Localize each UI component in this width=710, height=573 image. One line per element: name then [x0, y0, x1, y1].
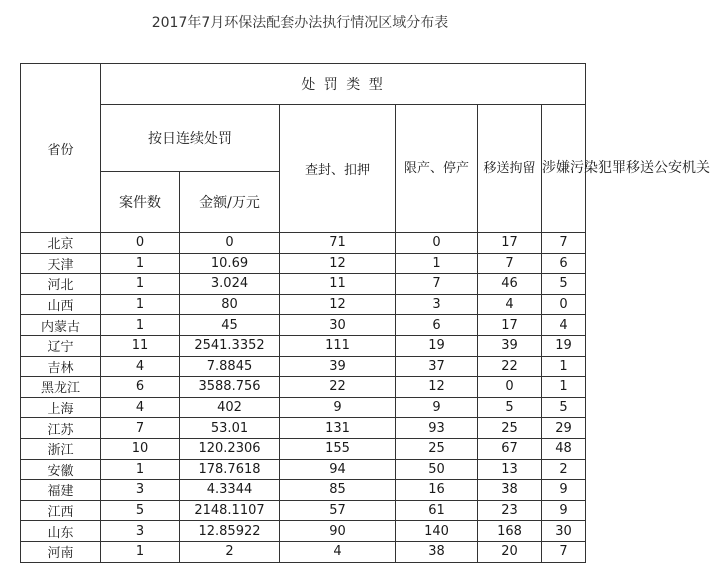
cell-cases: 1 [101, 541, 180, 562]
document-title: 2017年7月环保法配套办法执行情况区域分布表 [151, 15, 449, 31]
cell-amount: 4.3344 [180, 480, 280, 501]
cell-province: 安徽 [21, 459, 101, 480]
cell-criminal: 7 [542, 233, 586, 254]
cell-cases: 4 [101, 397, 180, 418]
cell-criminal: 19 [542, 335, 586, 356]
table-row [21, 274, 586, 295]
cell-province: 内蒙古 [21, 315, 101, 336]
cell-province: 天津 [21, 253, 101, 274]
table-row [21, 459, 586, 480]
cell-province: 河南 [21, 541, 101, 562]
cell-criminal: 4 [542, 315, 586, 336]
table-header [21, 64, 710, 233]
table-row [21, 438, 586, 459]
cell-detention: 17 [478, 233, 542, 254]
cell-seizure: 94 [280, 459, 396, 480]
table-row [21, 377, 586, 398]
cell-limit: 140 [396, 521, 478, 542]
table-body [21, 233, 586, 563]
cell-seizure: 12 [280, 253, 396, 274]
cell-amount: 2148.1107 [180, 500, 280, 521]
cell-cases: 4 [101, 356, 180, 377]
cell-limit: 19 [396, 335, 478, 356]
cell-limit: 93 [396, 418, 478, 439]
cell-seizure: 11 [280, 274, 396, 295]
cell-criminal: 9 [542, 500, 586, 521]
header-limit-stop: 限产、停产 [396, 105, 478, 233]
cell-amount: 2 [180, 541, 280, 562]
cell-cases: 1 [101, 315, 180, 336]
header-case-count: 案件数 [101, 172, 180, 233]
cell-seizure: 85 [280, 480, 396, 501]
cell-limit: 6 [396, 315, 478, 336]
cell-amount: 7.8845 [180, 356, 280, 377]
cell-amount: 0 [180, 233, 280, 254]
cell-limit: 0 [396, 233, 478, 254]
cell-limit: 7 [396, 274, 478, 295]
cell-amount: 2541.3352 [180, 335, 280, 356]
cell-seizure: 9 [280, 397, 396, 418]
cell-seizure: 39 [280, 356, 396, 377]
cell-detention: 7 [478, 253, 542, 274]
cell-limit: 37 [396, 356, 478, 377]
cell-province: 河北 [21, 274, 101, 295]
cell-detention: 23 [478, 500, 542, 521]
cell-criminal: 48 [542, 438, 586, 459]
cell-detention: 67 [478, 438, 542, 459]
table-row [21, 294, 586, 315]
cell-province: 黑龙江 [21, 377, 101, 398]
cell-province: 辽宁 [21, 335, 101, 356]
cell-amount: 10.69 [180, 253, 280, 274]
cell-cases: 1 [101, 253, 180, 274]
cell-province: 福建 [21, 480, 101, 501]
cell-cases: 10 [101, 438, 180, 459]
cell-seizure: 111 [280, 335, 396, 356]
cell-province: 江苏 [21, 418, 101, 439]
cell-seizure: 90 [280, 521, 396, 542]
cell-seizure: 4 [280, 541, 396, 562]
table-row [21, 521, 586, 542]
header-criminal-transfer: 涉嫌污染犯罪移送公安机关 [542, 105, 586, 233]
table-row [21, 480, 586, 501]
cell-detention: 168 [478, 521, 542, 542]
table-row [21, 356, 586, 377]
table-row [21, 253, 586, 274]
table-row [21, 397, 586, 418]
cell-amount: 80 [180, 294, 280, 315]
cell-detention: 22 [478, 356, 542, 377]
cell-detention: 5 [478, 397, 542, 418]
cell-cases: 1 [101, 274, 180, 295]
cell-amount: 402 [180, 397, 280, 418]
cell-amount: 53.01 [180, 418, 280, 439]
cell-limit: 12 [396, 377, 478, 398]
table-row [21, 500, 586, 521]
cell-amount: 3.024 [180, 274, 280, 295]
cell-criminal: 2 [542, 459, 586, 480]
cell-province: 吉林 [21, 356, 101, 377]
cell-detention: 20 [478, 541, 542, 562]
cell-limit: 9 [396, 397, 478, 418]
header-seizure: 查封、扣押 [280, 105, 396, 233]
cell-seizure: 22 [280, 377, 396, 398]
cell-amount: 3588.756 [180, 377, 280, 398]
cell-cases: 3 [101, 480, 180, 501]
cell-amount: 45 [180, 315, 280, 336]
cell-cases: 1 [101, 459, 180, 480]
cell-detention: 17 [478, 315, 542, 336]
cell-detention: 13 [478, 459, 542, 480]
cell-limit: 61 [396, 500, 478, 521]
cell-criminal: 9 [542, 480, 586, 501]
cell-limit: 16 [396, 480, 478, 501]
cell-seizure: 30 [280, 315, 396, 336]
cell-criminal: 30 [542, 521, 586, 542]
cell-cases: 0 [101, 233, 180, 254]
cell-province: 山西 [21, 294, 101, 315]
cell-criminal: 1 [542, 356, 586, 377]
cell-province: 山东 [21, 521, 101, 542]
cell-province: 江西 [21, 500, 101, 521]
cell-cases: 1 [101, 294, 180, 315]
header-detention: 移送拘留 [478, 105, 542, 233]
cell-criminal: 5 [542, 397, 586, 418]
cell-limit: 1 [396, 253, 478, 274]
cell-limit: 3 [396, 294, 478, 315]
cell-province: 浙江 [21, 438, 101, 459]
cell-seizure: 131 [280, 418, 396, 439]
penalty-distribution-table [20, 63, 710, 563]
header-penalty-type: 处 罚 类 型 [101, 64, 586, 105]
table-row [21, 541, 586, 562]
cell-detention: 38 [478, 480, 542, 501]
cell-cases: 6 [101, 377, 180, 398]
cell-seizure: 57 [280, 500, 396, 521]
table-row [21, 335, 586, 356]
cell-amount: 120.2306 [180, 438, 280, 459]
cell-detention: 25 [478, 418, 542, 439]
cell-seizure: 155 [280, 438, 396, 459]
cell-province: 上海 [21, 397, 101, 418]
cell-criminal: 6 [542, 253, 586, 274]
cell-cases: 11 [101, 335, 180, 356]
cell-seizure: 12 [280, 294, 396, 315]
cell-cases: 5 [101, 500, 180, 521]
header-province: 省份 [21, 64, 101, 233]
cell-criminal: 1 [542, 377, 586, 398]
cell-detention: 46 [478, 274, 542, 295]
cell-seizure: 71 [280, 233, 396, 254]
cell-criminal: 7 [542, 541, 586, 562]
cell-limit: 38 [396, 541, 478, 562]
table-row [21, 315, 586, 336]
cell-criminal: 29 [542, 418, 586, 439]
cell-province: 北京 [21, 233, 101, 254]
cell-amount: 12.85922 [180, 521, 280, 542]
cell-criminal: 5 [542, 274, 586, 295]
cell-cases: 7 [101, 418, 180, 439]
header-daily-penalty: 按日连续处罚 [101, 105, 280, 172]
cell-criminal: 0 [542, 294, 586, 315]
table-row [21, 233, 586, 254]
cell-detention: 0 [478, 377, 542, 398]
cell-amount: 178.7618 [180, 459, 280, 480]
cell-detention: 4 [478, 294, 542, 315]
cell-cases: 3 [101, 521, 180, 542]
cell-detention: 39 [478, 335, 542, 356]
header-amount: 金额/万元 [180, 172, 280, 233]
cell-limit: 50 [396, 459, 478, 480]
cell-limit: 25 [396, 438, 478, 459]
table-row [21, 418, 586, 439]
